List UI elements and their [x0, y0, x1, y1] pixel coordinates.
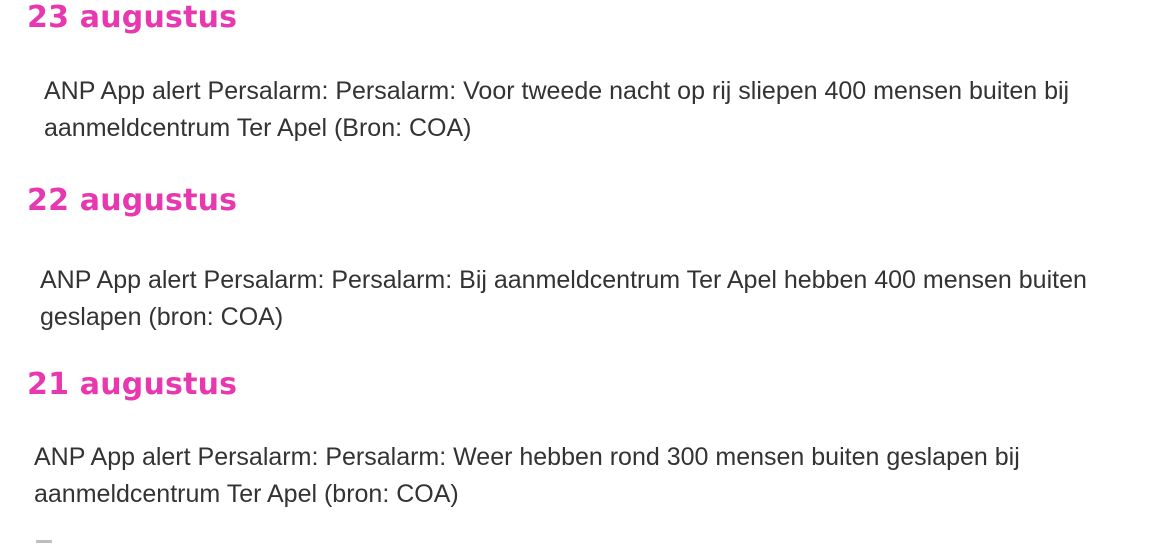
alert-text-23-augustus: ANP App alert Persalarm: Persalarm: Voor tweede nacht op rij sliepen 400 mensen buiten bij aanmeldcentrum Ter Apel (Bron: COA)	[44, 77, 1070, 142]
alert-text-21-augustus: ANP App alert Persalarm: Persalarm: Weer hebben rond 300 mensen buiten geslapen bij aanmeldcentrum Ter Apel (bron: COA)	[34, 443, 1020, 508]
date-heading-21-augustus: 21 augustus	[27, 367, 238, 402]
date-heading-23-augustus: 23 augustus	[27, 0, 238, 35]
alert-text-22-augustus: ANP App alert Persalarm: Persalarm: Bij aanmeldcentrum Ter Apel hebben 400 mensen buiten geslapen (bron: COA)	[40, 266, 1087, 331]
date-heading-22-augustus: 22 augustus	[27, 183, 238, 218]
cut-off-next-heading	[36, 540, 52, 543]
